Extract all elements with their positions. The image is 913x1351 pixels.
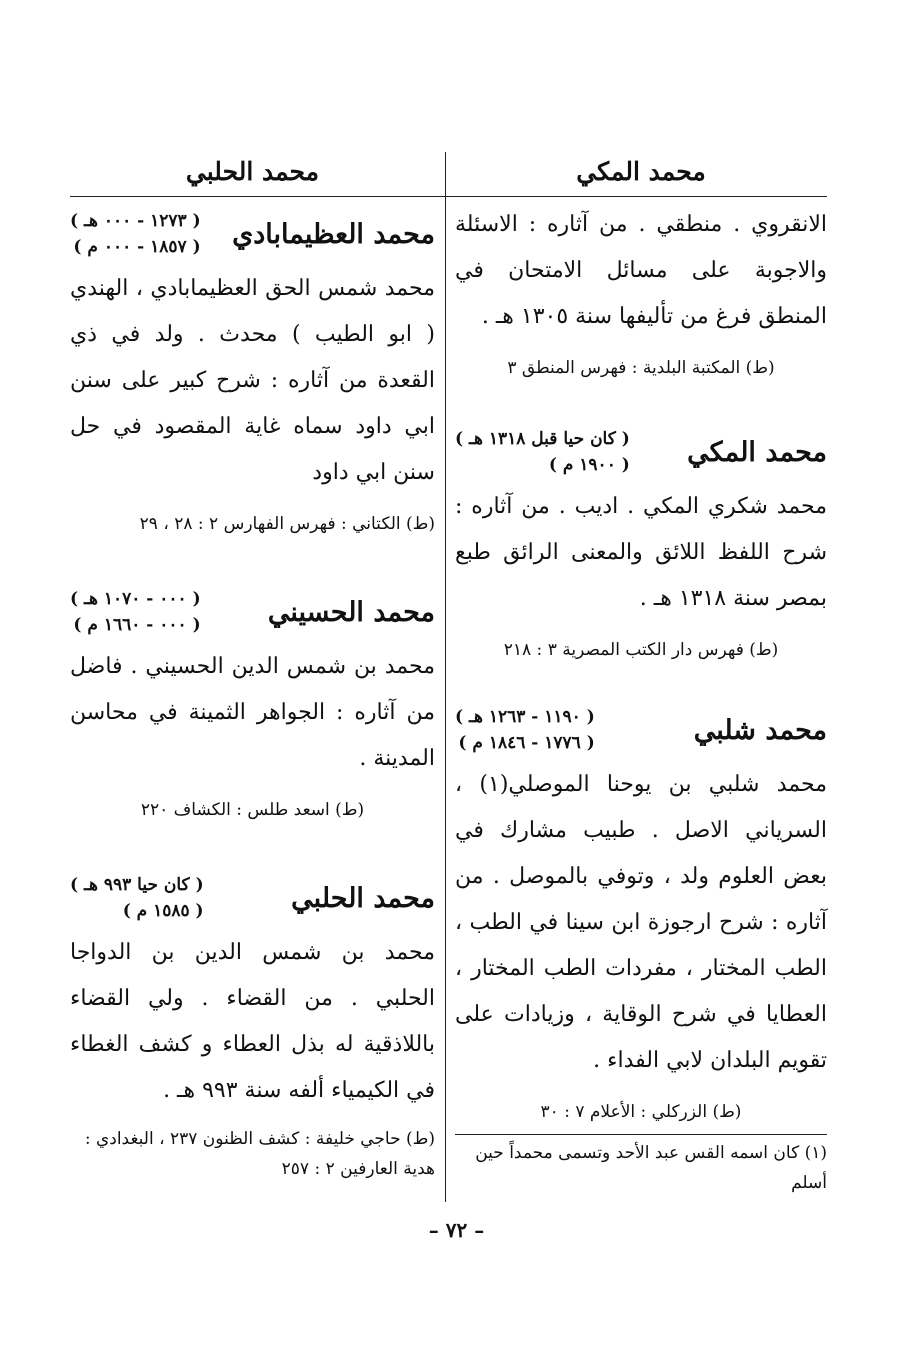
header-rule xyxy=(70,196,827,197)
right-column xyxy=(455,152,827,1130)
entry-name: محمد شلبي xyxy=(693,714,827,746)
entry-heading xyxy=(70,872,435,924)
page-number: – ٧٢ – xyxy=(428,1218,485,1242)
entry-source: (ط) الزركلي : الأعلام ٧ : ٣٠ xyxy=(540,1102,742,1122)
continued-entry-source: (ط) المكتبة البلدية : فهرس المنطق ٣ xyxy=(507,358,775,378)
left-column xyxy=(70,152,435,1184)
gregorian-dates: ( ١٧٧٦ - ١٨٤٦ م ) xyxy=(458,733,595,753)
biography-entry xyxy=(70,208,435,542)
entry-dates xyxy=(70,872,204,924)
entry-source: (ط) حاجي خليفة : كشف الظنون ٢٣٧ ، البغدادي : هدية العارفين ٢ : ٢٥٧ xyxy=(84,1129,435,1179)
footnote-rule xyxy=(455,1134,827,1135)
entry-text: محمد شلبي بن يوحنا الموصلي(١) ، السرياني الاصل . طبيب مشارك في بعض العلوم ولد ، وتوفي بالموصل . من آثاره : شرح ارجوزة ابن سينا في الطب ، الطب المختار ، مفردات الطب المختار ، العطايا في شرح الوقاية ، وزيادات على تقويم البلدان لابي الفداء . xyxy=(455,772,827,1073)
left-column-header: محمد الحلبي xyxy=(185,157,320,186)
right-column-header: محمد المكي xyxy=(576,157,706,186)
gregorian-dates: ( ١٨٥٧ - ٠٠٠ م ) xyxy=(73,237,201,257)
entry-text: محمد بن شمس الدين بن الدواجا الحلبي . من القضاء . ولي القضاء باللاذقية له بذل العطاء و كشف الغطاء في الكيمياء ألفه سنة ٩٩٣ هـ . xyxy=(70,940,435,1103)
footnote: (١) كان اسمه القس عبد الأحد وتسمى محمداً حين أسلم xyxy=(475,1143,827,1193)
entry-text: محمد شمس الحق العظيمابادي ، الهندي ( ابو الطيب ) محدث . ولد في ذي القعدة من آثاره : شرح كبير على سنن ابي داود سماه غاية المقصود في حل سنن ابي داود xyxy=(70,276,435,485)
entry-source: (ط) فهرس دار الكتب المصرية ٣ : ٢١٨ xyxy=(503,640,779,660)
entry-heading xyxy=(70,208,435,260)
entry-name: محمد الحلبي xyxy=(291,882,435,914)
biography-entry xyxy=(455,426,827,668)
column-divider xyxy=(445,152,446,1202)
entry-source: (ط) الكتاني : فهرس الفهارس ٢ : ٢٨ ، ٢٩ xyxy=(139,514,435,534)
hijri-dates: ( ١١٩٠ - ١٢٦٣ هـ ) xyxy=(455,707,595,727)
entry-heading xyxy=(455,426,827,478)
hijri-dates: ( ٠٠٠ - ١٠٧٠ هـ ) xyxy=(70,589,201,609)
entry-dates xyxy=(70,208,201,260)
entry-heading xyxy=(455,704,827,756)
entry-name: محمد العظيمابادي xyxy=(232,218,435,250)
biography-entry xyxy=(70,872,435,1184)
entry-dates xyxy=(455,704,595,756)
continued-entry-text: الانقروي . منطقي . من آثاره : الاسئلة والاجوبة على مسائل الامتحان في المنطق فرغ من تأليفها سنة ١٣٠٥ هـ . xyxy=(455,212,827,329)
entry-text: محمد بن شمس الدين الحسيني . فاضل من آثاره : الجواهر الثمينة في محاسن المدينة . xyxy=(70,654,435,771)
gregorian-dates: ( ٠٠٠ - ١٦٦٠ م ) xyxy=(73,615,201,635)
biography-entry xyxy=(70,586,435,828)
hijri-dates: ( ١٢٧٣ - ٠٠٠ هـ ) xyxy=(70,211,201,231)
hijri-dates: ( كان حيا قبل ١٣١٨ هـ ) xyxy=(455,429,630,449)
biography-entry xyxy=(455,704,827,1130)
entry-dates xyxy=(70,586,201,638)
gregorian-dates: ( ١٩٠٠ م ) xyxy=(548,455,630,475)
entry-text: محمد شكري المكي . اديب . من آثاره : شرح اللفظ اللائق والمعنى الرائق طبع بمصر سنة ١٣١٨ هـ . xyxy=(455,494,827,611)
gregorian-dates: ( ١٥٨٥ م ) xyxy=(122,901,204,921)
entry-heading xyxy=(70,586,435,638)
entry-name: محمد المكي xyxy=(687,436,827,468)
entry-source: (ط) اسعد طلس : الكشاف ٢٢٠ xyxy=(140,800,365,820)
hijri-dates: ( كان حيا ٩٩٣ هـ ) xyxy=(70,875,204,895)
entry-dates xyxy=(455,426,630,478)
entry-name: محمد الحسيني xyxy=(267,596,435,628)
